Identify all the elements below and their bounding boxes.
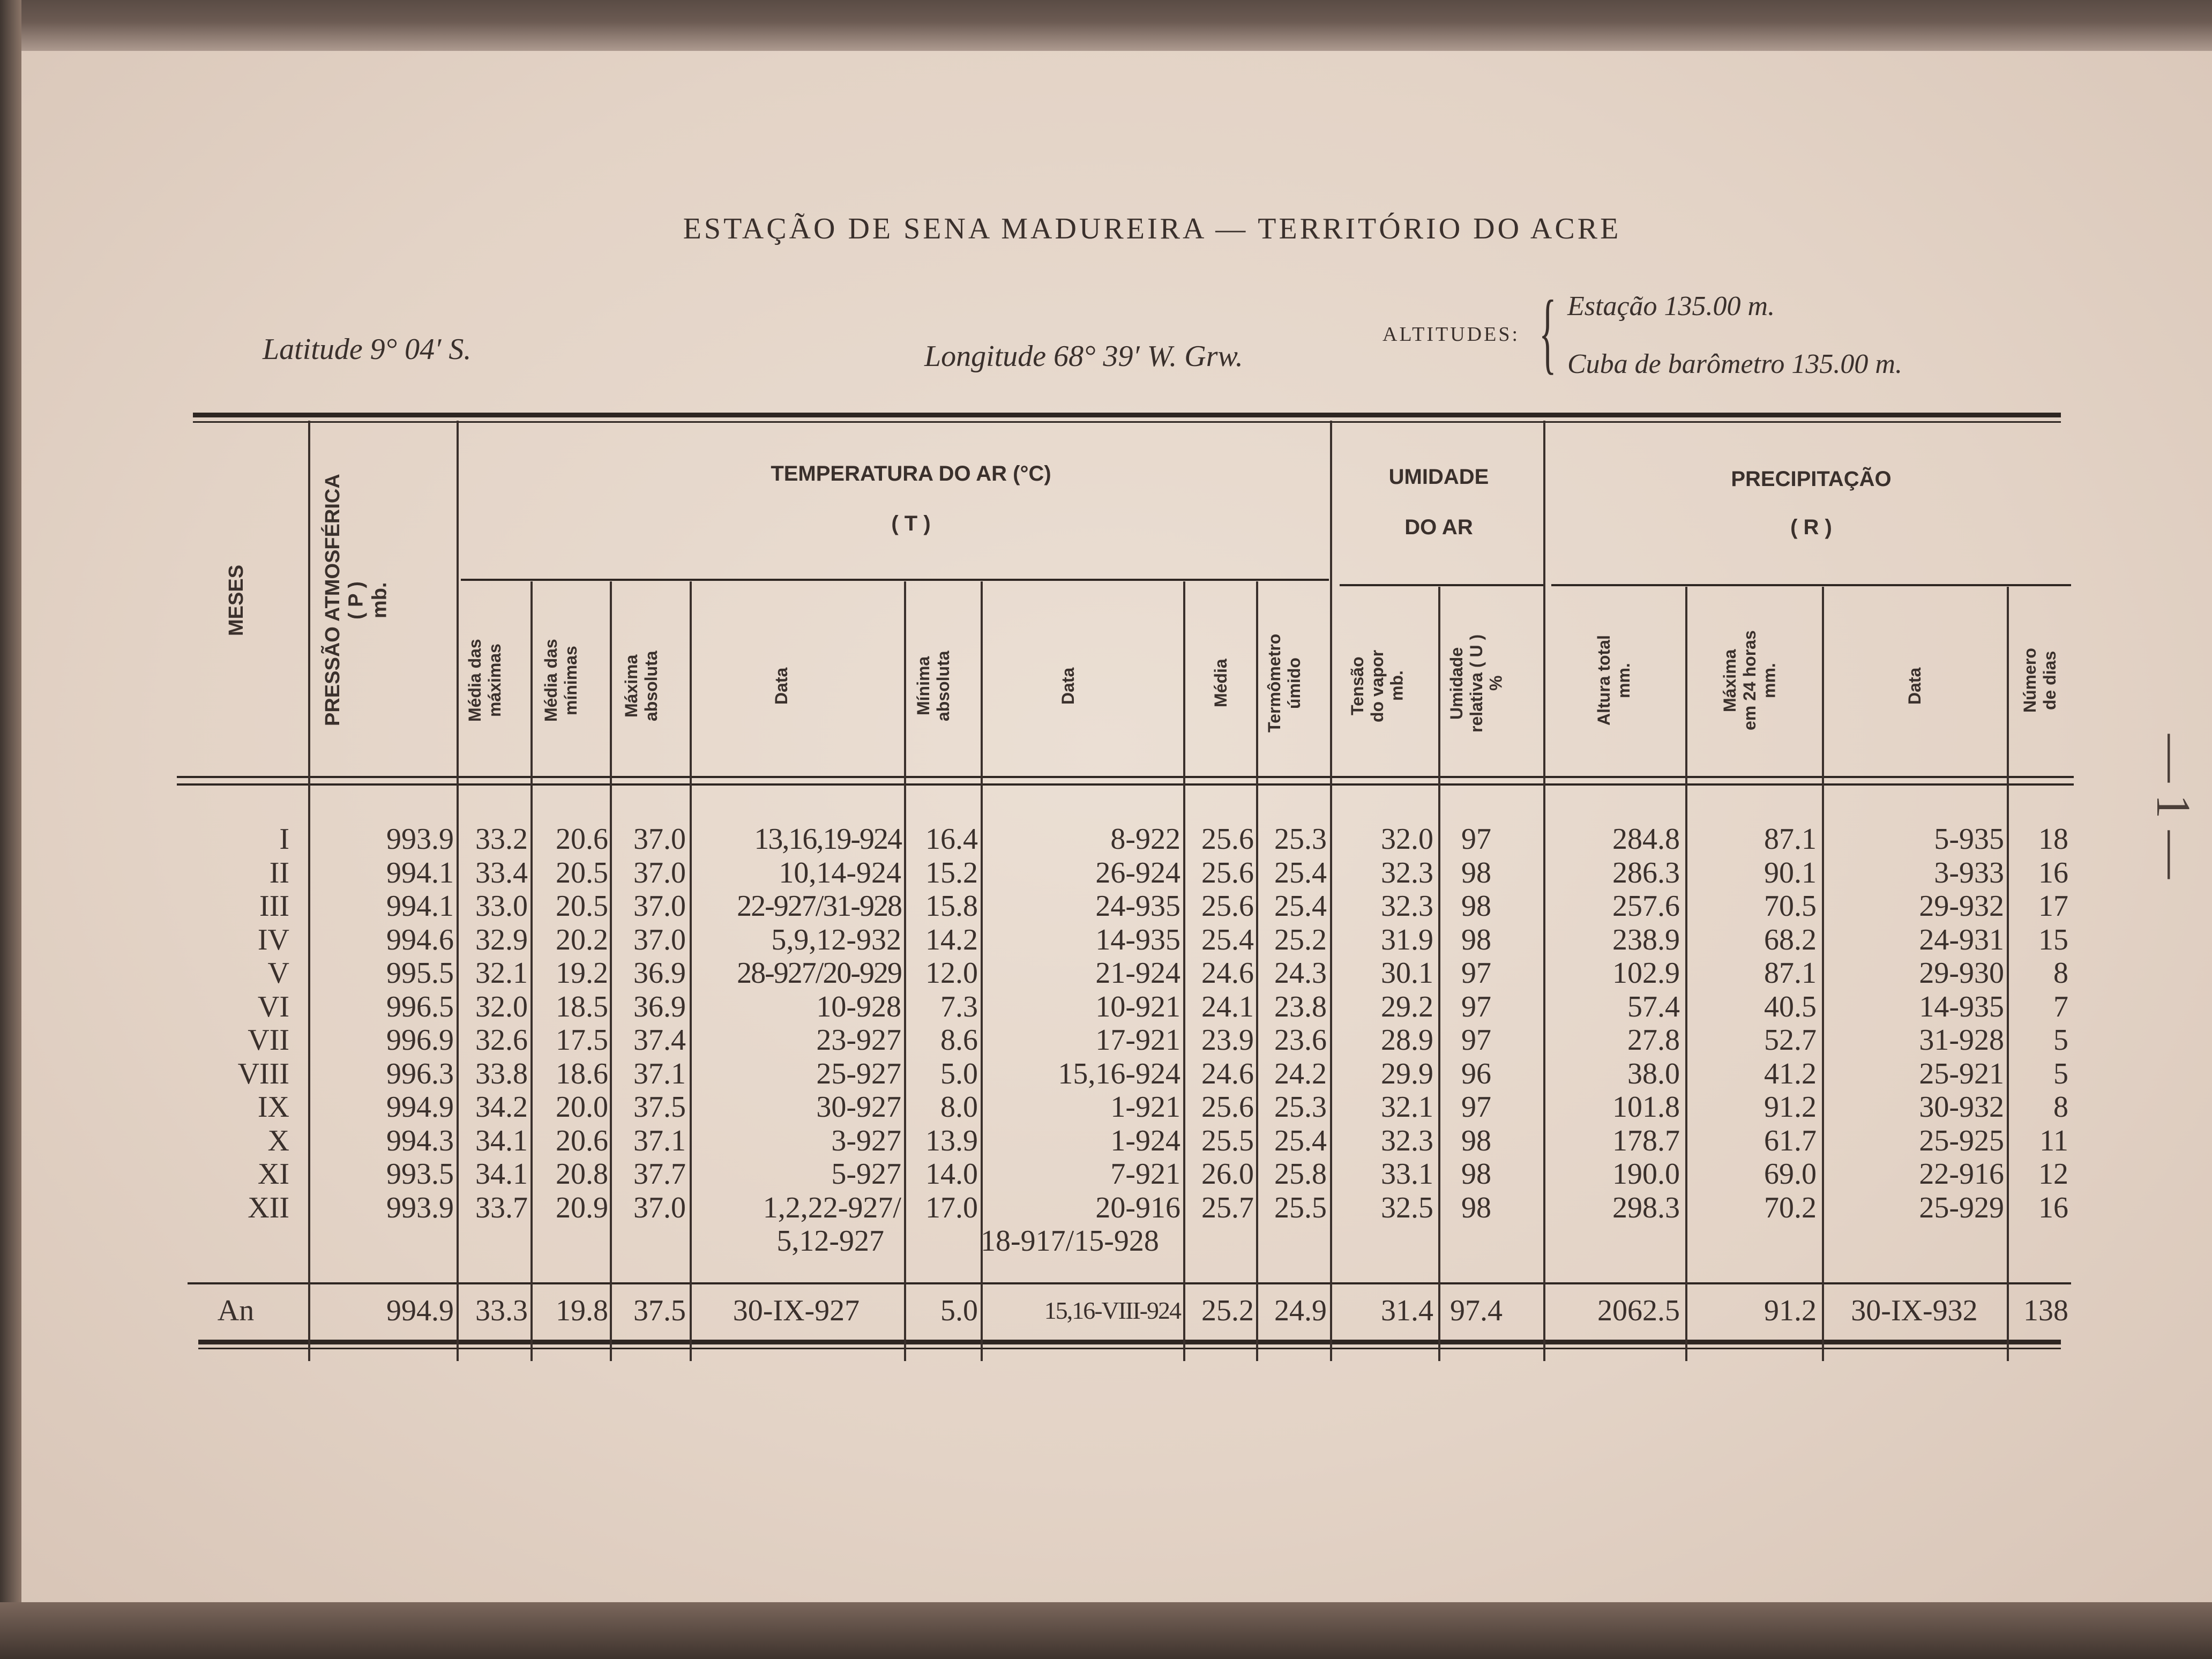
cell-umidade-relativa: 97 — [1461, 823, 1491, 856]
header-maxima-absoluta: Máxima absoluta — [622, 651, 661, 721]
cell-media-minimas: 20.5 — [556, 890, 608, 923]
header-meses: MESES — [225, 564, 248, 636]
cell-tensao-vapor: 32.0 — [1381, 823, 1433, 856]
cell-umidade-relativa: 98 — [1461, 1157, 1491, 1191]
cell-numero-dias: 5 — [2053, 1057, 2068, 1090]
cell-pressao: 996.9 — [386, 1023, 454, 1057]
header-maxima-24h: Máxima em 24 horas mm. — [1720, 630, 1779, 731]
cell-pressao: 993.5 — [386, 1157, 454, 1191]
cell-numero-dias: 16 — [2038, 1191, 2068, 1224]
cell-media: 26.0 — [1201, 1157, 1254, 1191]
cell-termometro-umido: 25.4 — [1274, 856, 1327, 890]
book-edge — [0, 1602, 2212, 1659]
cell-minima-absoluta: 12.0 — [925, 956, 978, 990]
cell-maxima-absoluta: 37.0 — [633, 856, 686, 890]
cell-data-max: 23-927 — [816, 1023, 901, 1057]
cell-maxima-24h: 61.7 — [1764, 1124, 1817, 1157]
cell-media-minimas: 20.8 — [556, 1157, 608, 1191]
cell-data-min: 14-935 — [1095, 923, 1180, 956]
cell-data-prec: 29-930 — [1919, 956, 2004, 990]
cell-media-minimas: 20.9 — [556, 1191, 608, 1224]
cell-data-max: 30-927 — [816, 1090, 901, 1124]
annual-maxima-24h: 91.2 — [1764, 1294, 1817, 1327]
cell-continuation-data-min_2: 18-917/15-928 — [981, 1224, 1159, 1258]
cell-data-prec: 3-933 — [1934, 856, 2004, 890]
cell-media-minimas: 20.6 — [556, 1124, 608, 1157]
cell-umidade-relativa: 98 — [1461, 890, 1491, 923]
cell-altura-total: 284.8 — [1612, 823, 1680, 856]
cell-media-minimas: 20.6 — [556, 823, 608, 856]
header-data-max: Data — [772, 667, 791, 705]
cell-minima-absoluta: 14.2 — [925, 923, 978, 956]
cell-tensao-vapor: 30.1 — [1381, 956, 1433, 990]
cell-tensao-vapor: 31.9 — [1381, 923, 1433, 956]
cell-data-max: 1,2,22-927/ — [763, 1191, 901, 1224]
annual-data-max: 30-IX-927 — [733, 1294, 860, 1327]
cell-tensao-vapor: 32.3 — [1381, 890, 1433, 923]
header-pressao: PRESSÃO ATMOSFÉRICA ( P ) mb. — [322, 474, 391, 727]
header-umidade-relativa: Umidade relativa ( U ) % — [1447, 634, 1506, 733]
cell-altura-total: 238.9 — [1612, 923, 1680, 956]
cell-month: IV — [257, 923, 289, 956]
group-precipitacao: PRECIPITAÇÃO — [1731, 467, 1892, 491]
cell-data-max: 10-928 — [816, 990, 901, 1023]
cell-minima-absoluta: 13.9 — [925, 1124, 978, 1157]
cell-numero-dias: 17 — [2038, 890, 2068, 923]
cell-pressao: 994.1 — [386, 856, 454, 890]
cell-data-max: 3-927 — [831, 1124, 901, 1157]
table-bottom-rule-thin — [198, 1348, 2061, 1349]
header-tensao-vapor: Tensão do vapor mb. — [1348, 649, 1407, 722]
cell-altura-total: 27.8 — [1627, 1023, 1680, 1057]
cell-tensao-vapor: 32.5 — [1381, 1191, 1433, 1224]
cell-minima-absoluta: 7.3 — [940, 990, 978, 1023]
cell-month: XI — [257, 1157, 289, 1191]
cell-termometro-umido: 25.8 — [1274, 1157, 1327, 1191]
cell-data-prec: 25-929 — [1919, 1191, 2004, 1224]
subheader-rule — [461, 579, 1329, 581]
cell-maxima-absoluta: 37.7 — [633, 1157, 686, 1191]
annual-umidade-relativa: 97.4 — [1450, 1294, 1503, 1327]
cell-maxima-absoluta: 37.0 — [633, 1191, 686, 1224]
cell-maxima-24h: 69.0 — [1764, 1157, 1817, 1191]
header-minima-absoluta: Mínima absoluta — [914, 651, 953, 721]
cell-altura-total: 102.9 — [1612, 956, 1680, 990]
cell-minima-absoluta: 15.8 — [925, 890, 978, 923]
cell-media-minimas: 20.0 — [556, 1090, 608, 1124]
cell-minima-absoluta: 5.0 — [940, 1057, 978, 1090]
cell-termometro-umido: 25.3 — [1274, 1090, 1327, 1124]
cell-tensao-vapor: 32.1 — [1381, 1090, 1433, 1124]
cell-maxima-absoluta: 37.1 — [633, 1124, 686, 1157]
cell-media-maximas: 33.8 — [475, 1057, 528, 1090]
cell-month: VIII — [237, 1057, 289, 1090]
cell-umidade-relativa: 97 — [1461, 990, 1491, 1023]
cell-data-max: 10,14-924 — [779, 856, 901, 890]
cell-data-min: 21-924 — [1095, 956, 1180, 990]
cell-media-minimas: 20.2 — [556, 923, 608, 956]
group-umidade: UMIDADE — [1388, 465, 1489, 489]
col-divider — [2007, 587, 2009, 1361]
cell-data-max: 5-927 — [831, 1157, 901, 1191]
altitude-station: Estação 135.00 m. — [1567, 291, 1775, 322]
annual-minima-absoluta: 5.0 — [940, 1294, 978, 1327]
cell-numero-dias: 8 — [2053, 1090, 2068, 1124]
cell-altura-total: 257.6 — [1612, 890, 1680, 923]
cell-data-max: 22-927/31-928 — [737, 890, 901, 923]
annual-month: An — [217, 1294, 255, 1327]
header-media: Média — [1211, 659, 1230, 708]
group-temperatura-symbol: ( T ) — [891, 512, 931, 535]
cell-umidade-relativa: 98 — [1461, 856, 1491, 890]
cell-media-minimas: 18.6 — [556, 1057, 608, 1090]
brace-glyph: { — [1539, 282, 1557, 383]
cell-data-min: 10-921 — [1095, 990, 1180, 1023]
cell-umidade-relativa: 96 — [1461, 1057, 1491, 1090]
cell-umidade-relativa: 97 — [1461, 1023, 1491, 1057]
latitude-text: Latitude 9° 04′ S. — [263, 333, 472, 366]
header-data-prec: Data — [1905, 667, 1924, 705]
cell-media: 23.9 — [1201, 1023, 1254, 1057]
cell-media: 24.1 — [1201, 990, 1254, 1023]
cell-pressao: 993.9 — [386, 1191, 454, 1224]
header-media-maximas: Média das máximas — [465, 639, 504, 722]
cell-media-minimas: 18.5 — [556, 990, 608, 1023]
cell-minima-absoluta: 16.4 — [925, 823, 978, 856]
header-bottom-rule — [177, 776, 2074, 778]
cell-pressao: 995.5 — [386, 956, 454, 990]
cell-month: V — [267, 956, 289, 990]
cell-data-prec: 29-932 — [1919, 890, 2004, 923]
header-bottom-rule-2 — [177, 783, 2074, 786]
cell-termometro-umido: 24.3 — [1274, 956, 1327, 990]
cell-media-maximas: 33.0 — [475, 890, 528, 923]
cell-termometro-umido: 25.3 — [1274, 823, 1327, 856]
cell-minima-absoluta: 8.0 — [940, 1090, 978, 1124]
col-divider — [530, 581, 533, 1361]
cell-month: I — [279, 823, 289, 856]
cell-minima-absoluta: 17.0 — [925, 1191, 978, 1224]
cell-media-maximas: 32.1 — [475, 956, 528, 990]
cell-media-maximas: 33.2 — [475, 823, 528, 856]
cell-data-min: 15,16-924 — [1058, 1057, 1180, 1090]
cell-maxima-24h: 70.2 — [1764, 1191, 1817, 1224]
cell-media: 25.5 — [1201, 1124, 1254, 1157]
header-termometro-umido: Termômetro úmido — [1265, 633, 1304, 733]
cell-pressao: 996.5 — [386, 990, 454, 1023]
cell-media: 24.6 — [1201, 956, 1254, 990]
cell-data-min: 7-921 — [1110, 1157, 1180, 1191]
cell-pressao: 993.9 — [386, 823, 454, 856]
cell-termometro-umido: 25.4 — [1274, 890, 1327, 923]
annual-tensao-vapor: 31.4 — [1381, 1294, 1433, 1327]
cell-data-min: 8-922 — [1110, 823, 1180, 856]
cell-maxima-24h: 90.1 — [1764, 856, 1817, 890]
header-numero-dias: Número de dias — [2020, 648, 2059, 713]
header-media-minimas: Média das mínimas — [541, 639, 580, 722]
cell-termometro-umido: 25.5 — [1274, 1191, 1327, 1224]
cell-numero-dias: 18 — [2038, 823, 2068, 856]
cell-data-max: 28-927/20-929 — [737, 956, 901, 990]
cell-minima-absoluta: 15.2 — [925, 856, 978, 890]
cell-media: 25.6 — [1201, 1090, 1254, 1124]
cell-minima-absoluta: 8.6 — [940, 1023, 978, 1057]
cell-termometro-umido: 23.8 — [1274, 990, 1327, 1023]
cell-data-min: 1-921 — [1110, 1090, 1180, 1124]
cell-data-min: 26-924 — [1095, 856, 1180, 890]
cell-maxima-absoluta: 37.4 — [633, 1023, 686, 1057]
cell-media-maximas: 34.1 — [475, 1124, 528, 1157]
col-divider — [1330, 421, 1332, 1361]
cell-minima-absoluta: 14.0 — [925, 1157, 978, 1191]
cell-data-max: 13,16,19-924 — [754, 823, 901, 856]
cell-maxima-24h: 70.5 — [1764, 890, 1817, 923]
header-altura-total: Altura total mm. — [1594, 635, 1633, 726]
col-divider — [1438, 587, 1440, 1361]
cell-tensao-vapor: 32.3 — [1381, 1124, 1433, 1157]
header-data-min: Data — [1058, 667, 1078, 705]
cell-data-min: 24-935 — [1095, 890, 1180, 923]
cell-maxima-absoluta: 37.1 — [633, 1057, 686, 1090]
cell-media: 25.6 — [1201, 856, 1254, 890]
cell-data-prec: 30-932 — [1919, 1090, 2004, 1124]
cell-numero-dias: 8 — [2053, 956, 2068, 990]
cell-month: XII — [248, 1191, 289, 1224]
cell-altura-total: 38.0 — [1627, 1057, 1680, 1090]
group-precipitacao-symbol: ( R ) — [1790, 515, 1832, 539]
cell-month: II — [269, 856, 289, 890]
cell-data-prec: 31-928 — [1919, 1023, 2004, 1057]
cell-month: III — [259, 890, 289, 923]
cell-numero-dias: 5 — [2053, 1023, 2068, 1057]
altitude-barometer: Cuba de barômetro 135.00 m. — [1567, 349, 1902, 379]
cell-month: VI — [257, 990, 289, 1023]
cell-pressao: 994.6 — [386, 923, 454, 956]
annual-maxima-absoluta: 37.5 — [633, 1294, 686, 1327]
cell-data-prec: 22-916 — [1919, 1157, 2004, 1191]
col-divider — [1685, 587, 1687, 1361]
cell-altura-total: 57.4 — [1627, 990, 1680, 1023]
table-top-rule — [193, 413, 2061, 417]
altitudes-label: ALTITUDES: — [1382, 323, 1520, 346]
cell-pressao: 996.3 — [386, 1057, 454, 1090]
cell-termometro-umido: 25.4 — [1274, 1124, 1327, 1157]
page-title: ESTAÇÃO DE SENA MADUREIRA — TERRITÓRIO DO ACRE — [683, 212, 1621, 245]
cell-altura-total: 178.7 — [1612, 1124, 1680, 1157]
cell-data-max: 5,9,12-932 — [771, 923, 901, 956]
cell-data-min: 20-916 — [1095, 1191, 1180, 1224]
cell-media-minimas: 19.2 — [556, 956, 608, 990]
cell-data-prec: 24-931 — [1919, 923, 2004, 956]
cell-maxima-absoluta: 36.9 — [633, 990, 686, 1023]
cell-media-minimas: 20.5 — [556, 856, 608, 890]
cell-numero-dias: 16 — [2038, 856, 2068, 890]
annual-top-rule — [188, 1282, 2071, 1284]
annual-media: 25.2 — [1201, 1294, 1254, 1327]
cell-termometro-umido: 23.6 — [1274, 1023, 1327, 1057]
cell-tensao-vapor: 28.9 — [1381, 1023, 1433, 1057]
cell-continuation-data-max_2: 5,12-927 — [776, 1224, 884, 1258]
cell-numero-dias: 11 — [2039, 1124, 2068, 1157]
longitude-text: Longitude 68° 39′ W. Grw. — [924, 340, 1243, 373]
annual-data-min: 15,16-VIII-924 — [1044, 1297, 1180, 1324]
cell-maxima-24h: 40.5 — [1764, 990, 1817, 1023]
cell-umidade-relativa: 98 — [1461, 1124, 1491, 1157]
cell-umidade-relativa: 97 — [1461, 956, 1491, 990]
col-divider — [1543, 421, 1545, 1361]
cell-altura-total: 101.8 — [1612, 1090, 1680, 1124]
cell-numero-dias: 12 — [2038, 1157, 2068, 1191]
annual-termometro-umido: 24.9 — [1274, 1294, 1327, 1327]
cell-data-prec: 25-925 — [1919, 1124, 2004, 1157]
cell-media-maximas: 32.6 — [475, 1023, 528, 1057]
annual-altura-total: 2062.5 — [1597, 1294, 1680, 1327]
cell-numero-dias: 7 — [2053, 990, 2068, 1023]
cell-media-minimas: 17.5 — [556, 1023, 608, 1057]
cell-media-maximas: 32.0 — [475, 990, 528, 1023]
cell-data-prec: 14-935 — [1919, 990, 2004, 1023]
cell-media-maximas: 33.4 — [475, 856, 528, 890]
table-bottom-rule — [198, 1340, 2061, 1344]
cell-month: IX — [257, 1090, 289, 1124]
cell-maxima-absoluta: 37.5 — [633, 1090, 686, 1124]
page-number: — 1 — — [2147, 734, 2200, 879]
cell-maxima-24h: 87.1 — [1764, 956, 1817, 990]
subheader-rule-umidade — [1340, 584, 1543, 586]
cell-data-prec: 5-935 — [1934, 823, 2004, 856]
cell-media: 25.6 — [1201, 890, 1254, 923]
cell-media: 24.6 — [1201, 1057, 1254, 1090]
cell-termometro-umido: 25.2 — [1274, 923, 1327, 956]
cell-maxima-24h: 87.1 — [1764, 823, 1817, 856]
cell-media-maximas: 33.7 — [475, 1191, 528, 1224]
cell-data-prec: 25-921 — [1919, 1057, 2004, 1090]
cell-media: 25.6 — [1201, 823, 1254, 856]
cell-media-maximas: 32.9 — [475, 923, 528, 956]
annual-media-maximas: 33.3 — [475, 1294, 528, 1327]
cell-data-min: 1-924 — [1110, 1124, 1180, 1157]
cell-altura-total: 298.3 — [1612, 1191, 1680, 1224]
col-divider — [308, 421, 310, 1361]
cell-month: VII — [248, 1023, 289, 1057]
cell-maxima-24h: 52.7 — [1764, 1023, 1817, 1057]
cell-month: X — [267, 1124, 289, 1157]
cell-tensao-vapor: 29.9 — [1381, 1057, 1433, 1090]
cell-maxima-absoluta: 37.0 — [633, 823, 686, 856]
cell-maxima-24h: 41.2 — [1764, 1057, 1817, 1090]
annual-numero-dias: 138 — [2023, 1294, 2068, 1327]
cell-data-max: 25-927 — [816, 1057, 901, 1090]
cell-altura-total: 190.0 — [1612, 1157, 1680, 1191]
group-temperatura: TEMPERATURA DO AR (°C) — [771, 462, 1051, 485]
cell-tensao-vapor: 32.3 — [1381, 856, 1433, 890]
annual-pressao: 994.9 — [386, 1294, 454, 1327]
cell-pressao: 994.3 — [386, 1124, 454, 1157]
cell-pressao: 994.9 — [386, 1090, 454, 1124]
table-top-rule-thin — [193, 421, 2061, 423]
subheader-rule-prec — [1551, 584, 2071, 586]
cell-umidade-relativa: 98 — [1461, 923, 1491, 956]
cell-maxima-absoluta: 37.0 — [633, 890, 686, 923]
cell-maxima-24h: 91.2 — [1764, 1090, 1817, 1124]
cell-maxima-absoluta: 36.9 — [633, 956, 686, 990]
cell-umidade-relativa: 97 — [1461, 1090, 1491, 1124]
annual-data-prec: 30-IX-932 — [1851, 1294, 1978, 1327]
group-umidade-2: DO AR — [1404, 515, 1473, 539]
book-gutter — [0, 0, 21, 1659]
cell-termometro-umido: 24.2 — [1274, 1057, 1327, 1090]
cell-data-min: 17-921 — [1095, 1023, 1180, 1057]
cell-media-maximas: 34.1 — [475, 1157, 528, 1191]
cell-media: 25.7 — [1201, 1191, 1254, 1224]
cell-tensao-vapor: 29.2 — [1381, 990, 1433, 1023]
col-divider — [1822, 587, 1824, 1361]
cell-umidade-relativa: 98 — [1461, 1191, 1491, 1224]
cell-altura-total: 286.3 — [1612, 856, 1680, 890]
cell-numero-dias: 15 — [2038, 923, 2068, 956]
cell-media-maximas: 34.2 — [475, 1090, 528, 1124]
cell-media: 25.4 — [1201, 923, 1254, 956]
cell-maxima-24h: 68.2 — [1764, 923, 1817, 956]
cell-maxima-absoluta: 37.0 — [633, 923, 686, 956]
annual-media-minimas: 19.8 — [556, 1294, 608, 1327]
cell-pressao: 994.1 — [386, 890, 454, 923]
cell-tensao-vapor: 33.1 — [1381, 1157, 1433, 1191]
